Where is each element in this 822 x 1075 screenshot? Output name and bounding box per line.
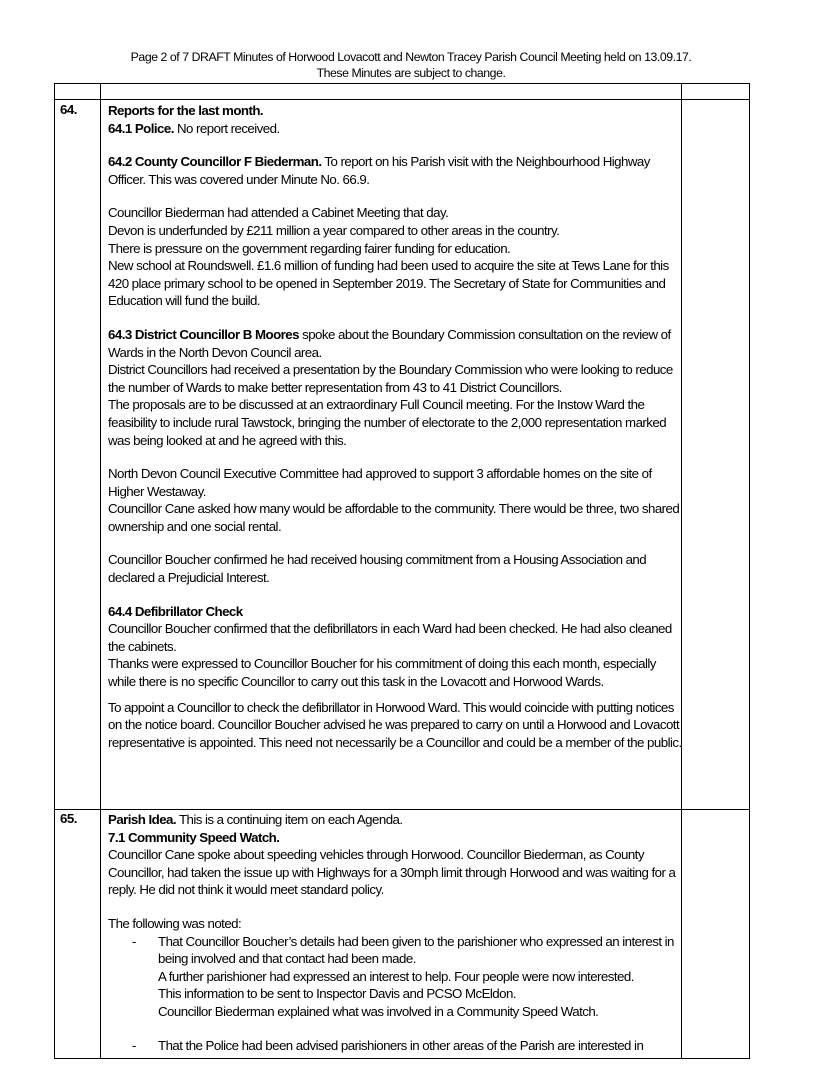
county-councillor-text: To report on his Parish visit with the Neighbourhood Highway Officer. This was covered under Minute No. 66.9. [108, 154, 650, 187]
bullet-2-line-1: That the Police had been advised parishioners in other areas of the Parish are interested in [158, 1037, 644, 1053]
def-paragraph-3: To appoint a Councillor to check the defibrillator in Horwood Ward. This would coincide with putting notices on the notice board. Councillor Boucher advised he was prepared to carry on until a Horwood and Lovacott representative is appointed. This need not necessarily be a Councillor and could be a member of the public. [108, 699, 682, 750]
cc-paragraph-3: Devon is underfunded by £211 million a year compared to other areas in the country. [108, 222, 560, 238]
noted-intro: The following was noted: [108, 915, 242, 931]
bullet-item-2 [108, 1037, 683, 1055]
cc-paragraph-5: New school at Roundswell. £1.6 million of funding had been used to acquire the site at Tews Lane for this 420 place primary school to be opened in September 2019. The Secretary of State for Communities and Education will fund the build. [108, 258, 669, 309]
police-heading: 64.1 Police. [108, 120, 174, 136]
def-paragraph-1: Councillor Boucher confirmed that the defibrillators in each Ward had been checked. He had also cleaned the cabinets. [108, 621, 672, 654]
bullet-dash: - [132, 933, 136, 949]
bullet-dash: - [132, 1037, 136, 1053]
page-header-line1: Page 2 of 7 DRAFT Minutes of Horwood Lovacott and Newton Tracey Parish Council Meeting held on 13.09.17. [130, 50, 692, 64]
speed-watch-heading: 7.1 Community Speed Watch. [108, 829, 280, 845]
bullet-item-1 [108, 933, 683, 1021]
dc-paragraph-4: North Devon Council Executive Committee had approved to support 3 affordable homes on the site of Higher Westaway. [108, 466, 652, 499]
dc-paragraph-6: Councillor Boucher confirmed he had received housing commitment from a Housing Association and declared a Prejudicial Interest. [108, 552, 647, 586]
dc-paragraph-5: Councillor Cane asked how many would be affordable to the community. There would be three, two shared ownership and one social rental. [108, 501, 680, 534]
item-65-title-text: This is a continuing item on each Agenda. [176, 812, 403, 827]
row-divider-65 [55, 809, 749, 810]
item-65-title: Parish Idea. [108, 812, 177, 827]
bullet-1-line-4: Councillor Biederman explained what was involved in a Community Speed Watch. [158, 1003, 599, 1019]
item-number-65: 65. [60, 811, 77, 826]
item-64-title: Reports for the last month. [108, 103, 264, 118]
district-councillor-heading: 64.3 District Councillor B Moores [108, 326, 299, 342]
county-councillor-heading: 64.2 County Councillor F Biederman. [108, 154, 322, 170]
dc-paragraph-3: The proposals are to be discussed at an extraordinary Full Council meeting. For the Instow Ward the feasibility to include rural Tawstock, bringing the number of electorate to the 2,000 representation marked was being looked at and he agreed with this. [108, 397, 667, 448]
item-number-64: 64. [60, 102, 77, 117]
defibrillator-heading: 64.4 Defibrillator Check [108, 603, 243, 619]
item-64-content [108, 102, 683, 751]
page-header-line2: These Minutes are subject to change. [316, 66, 506, 80]
district-councillor-text: spoke about the Boundary Commission consultation on the review of Wards in the North Devon Council area. [108, 326, 671, 360]
column-divider-1 [100, 84, 101, 1058]
speed-watch-paragraph-1: Councillor Cane spoke about speeding vehicles through Horwood. Councillor Biederman, as County Councillor, had taken the issue up with Highways for a 30mph limit through Horwood and was waiting for a reply. He did not think it would meet standard policy. [108, 847, 676, 898]
minutes-table [54, 83, 750, 1059]
def-paragraph-2: Thanks were expressed to Councillor Boucher for his commitment of doing this each month, especially while there is no specific Councillor to carry out this task in the Lovacott and Horwood Wards. [108, 656, 656, 690]
dc-paragraph-2: District Councillors had received a presentation by the Boundary Commission who were looking to reduce the number of Wards to make better representation from 43 to 41 District Councillors. [108, 362, 673, 395]
bullet-1-line-3: This information to be sent to Inspector Davis and PCSO McEldon. [158, 986, 516, 1002]
item-65-content [108, 811, 683, 1054]
cc-paragraph-4: There is pressure on the government regarding fairer funding for education. [108, 240, 511, 256]
bullet-1-line-2: A further parishioner had expressed an interest to help. Four people were now interested. [158, 968, 634, 984]
bullet-1-line-1: That Councillor Boucher’s details had been given to the parishioner who expressed an interest in being involved and that contact had been made. [158, 933, 674, 967]
police-text: No report received. [173, 120, 280, 136]
row-divider-header [55, 99, 749, 100]
cc-paragraph-2: Councillor Biederman had attended a Cabinet Meeting that day. [108, 205, 449, 221]
